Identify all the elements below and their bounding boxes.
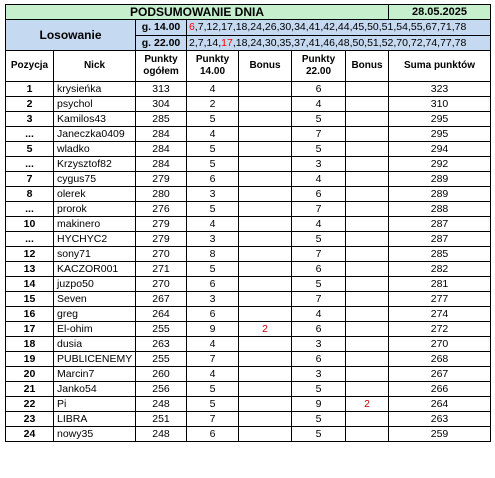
cell-total: 280 bbox=[136, 187, 187, 202]
cell-bonus2 bbox=[346, 352, 389, 367]
cell-bonus1 bbox=[239, 112, 292, 127]
draws-label: Losowanie bbox=[6, 20, 136, 51]
cell-bonus2 bbox=[346, 277, 389, 292]
table-row bbox=[6, 262, 491, 277]
cell-nick: Janeczka0409 bbox=[54, 127, 136, 142]
cell-p22: 7 bbox=[292, 127, 346, 142]
cell-bonus1 bbox=[239, 82, 292, 97]
cell-bonus2 bbox=[346, 187, 389, 202]
cell-sum: 295 bbox=[389, 112, 491, 127]
table-row bbox=[6, 232, 491, 247]
cell-p14: 3 bbox=[187, 292, 239, 307]
col-header-p14: Punkty 14.00 bbox=[187, 51, 239, 82]
cell-p14: 3 bbox=[187, 232, 239, 247]
cell-position: 1 bbox=[6, 82, 54, 97]
cell-nick: juzpo50 bbox=[54, 277, 136, 292]
cell-bonus2 bbox=[346, 292, 389, 307]
cell-total: 284 bbox=[136, 157, 187, 172]
col-header-position: Pozycja bbox=[6, 51, 54, 82]
cell-position: 24 bbox=[6, 427, 54, 442]
cell-bonus1 bbox=[239, 262, 292, 277]
cell-bonus2 bbox=[346, 157, 389, 172]
cell-p14: 5 bbox=[187, 397, 239, 412]
table-row bbox=[6, 172, 491, 187]
cell-position: ... bbox=[6, 157, 54, 172]
cell-nick: greg bbox=[54, 307, 136, 322]
table-row bbox=[6, 247, 491, 262]
draw-after-22: ,18,24,30,35,37,41,46,48,50,51,52,70,72,74,77,78 bbox=[232, 36, 467, 49]
cell-total: 263 bbox=[136, 337, 187, 352]
cell-total: 304 bbox=[136, 97, 187, 112]
cell-sum: 272 bbox=[389, 322, 491, 337]
cell-position: 22 bbox=[6, 397, 54, 412]
cell-bonus1 bbox=[239, 277, 292, 292]
cell-nick: LIBRA bbox=[54, 412, 136, 427]
cell-sum: 282 bbox=[389, 262, 491, 277]
cell-position: 17 bbox=[6, 322, 54, 337]
cell-total: 276 bbox=[136, 202, 187, 217]
cell-bonus1 bbox=[239, 217, 292, 232]
cell-p14: 4 bbox=[187, 337, 239, 352]
cell-total: 256 bbox=[136, 382, 187, 397]
cell-nick: wladko bbox=[54, 142, 136, 157]
cell-bonus2 bbox=[346, 412, 389, 427]
cell-total: 284 bbox=[136, 127, 187, 142]
draw-highlight-14: 6 bbox=[189, 21, 195, 34]
cell-position: 16 bbox=[6, 307, 54, 322]
draw-numbers-14 bbox=[187, 20, 491, 36]
draw-rest-14: ,7,12,17,18,24,26,30,34,41,42,44,45,50,51,54,55,67,71,78 bbox=[194, 21, 467, 34]
cell-position: ... bbox=[6, 202, 54, 217]
cell-p22: 4 bbox=[292, 307, 346, 322]
cell-bonus1 bbox=[239, 232, 292, 247]
cell-total: 260 bbox=[136, 367, 187, 382]
cell-p14: 5 bbox=[187, 142, 239, 157]
cell-p14: 9 bbox=[187, 322, 239, 337]
cell-p14: 6 bbox=[187, 307, 239, 322]
cell-p14: 6 bbox=[187, 427, 239, 442]
cell-p22: 6 bbox=[292, 262, 346, 277]
cell-p22: 5 bbox=[292, 142, 346, 157]
cell-total: 279 bbox=[136, 172, 187, 187]
table-row bbox=[6, 307, 491, 322]
cell-bonus1 bbox=[239, 202, 292, 217]
cell-p14: 7 bbox=[187, 412, 239, 427]
table-row bbox=[6, 397, 491, 412]
cell-p22: 4 bbox=[292, 217, 346, 232]
cell-bonus2 bbox=[346, 127, 389, 142]
table-row bbox=[6, 277, 491, 292]
cell-nick: sony71 bbox=[54, 247, 136, 262]
cell-position: 21 bbox=[6, 382, 54, 397]
draw-time-22: g. 22.00 bbox=[136, 35, 187, 51]
cell-bonus1 bbox=[239, 187, 292, 202]
cell-total: 270 bbox=[136, 277, 187, 292]
cell-bonus2 bbox=[346, 202, 389, 217]
table-row bbox=[6, 217, 491, 232]
col-header-nick: Nick bbox=[54, 51, 136, 82]
cell-total: 264 bbox=[136, 307, 187, 322]
cell-p14: 2 bbox=[187, 97, 239, 112]
cell-p14: 4 bbox=[187, 82, 239, 97]
cell-position: 13 bbox=[6, 262, 54, 277]
cell-bonus1 bbox=[239, 142, 292, 157]
cell-bonus2 bbox=[346, 232, 389, 247]
cell-nick: Krzysztof82 bbox=[54, 157, 136, 172]
cell-nick: Pi bbox=[54, 397, 136, 412]
cell-sum: 289 bbox=[389, 187, 491, 202]
cell-p14: 7 bbox=[187, 352, 239, 367]
cell-bonus2 bbox=[346, 142, 389, 157]
cell-p22: 5 bbox=[292, 112, 346, 127]
cell-sum: 295 bbox=[389, 127, 491, 142]
cell-sum: 263 bbox=[389, 412, 491, 427]
cell-position: 18 bbox=[6, 337, 54, 352]
cell-bonus1 bbox=[239, 292, 292, 307]
cell-sum: 292 bbox=[389, 157, 491, 172]
cell-p14: 4 bbox=[187, 217, 239, 232]
cell-nick: Seven bbox=[54, 292, 136, 307]
cell-sum: 323 bbox=[389, 82, 491, 97]
draw-numbers-22 bbox=[187, 35, 491, 51]
cell-p22: 6 bbox=[292, 82, 346, 97]
cell-nick: nowy35 bbox=[54, 427, 136, 442]
cell-position: 2 bbox=[6, 97, 54, 112]
cell-p14: 5 bbox=[187, 382, 239, 397]
cell-bonus2 bbox=[346, 247, 389, 262]
cell-p14: 6 bbox=[187, 277, 239, 292]
cell-nick: cygus75 bbox=[54, 172, 136, 187]
cell-p22: 7 bbox=[292, 202, 346, 217]
cell-p22: 7 bbox=[292, 292, 346, 307]
cell-nick: PUBLICENEMY bbox=[54, 352, 136, 367]
cell-p14: 5 bbox=[187, 112, 239, 127]
table-row bbox=[6, 352, 491, 367]
cell-total: 279 bbox=[136, 217, 187, 232]
cell-total: 284 bbox=[136, 142, 187, 157]
cell-sum: 274 bbox=[389, 307, 491, 322]
cell-bonus2 bbox=[346, 172, 389, 187]
title-row bbox=[6, 5, 491, 20]
table-row bbox=[6, 97, 491, 112]
cell-bonus1 bbox=[239, 307, 292, 322]
cell-bonus2 bbox=[346, 427, 389, 442]
cell-p22: 5 bbox=[292, 412, 346, 427]
cell-sum: 270 bbox=[389, 337, 491, 352]
cell-nick: psychol bbox=[54, 97, 136, 112]
cell-bonus2 bbox=[346, 337, 389, 352]
cell-sum: 287 bbox=[389, 217, 491, 232]
cell-sum: 267 bbox=[389, 367, 491, 382]
cell-position: 10 bbox=[6, 217, 54, 232]
cell-sum: 268 bbox=[389, 352, 491, 367]
cell-total: 255 bbox=[136, 352, 187, 367]
cell-position: 3 bbox=[6, 112, 54, 127]
cell-bonus1: 2 bbox=[239, 322, 292, 337]
cell-bonus1 bbox=[239, 427, 292, 442]
cell-nick: El-ohim bbox=[54, 322, 136, 337]
results-sheet bbox=[5, 4, 491, 442]
cell-bonus1 bbox=[239, 157, 292, 172]
column-header-row bbox=[6, 51, 491, 82]
cell-total: 248 bbox=[136, 397, 187, 412]
table-row bbox=[6, 367, 491, 382]
cell-sum: 288 bbox=[389, 202, 491, 217]
table-row bbox=[6, 142, 491, 157]
cell-sum: 277 bbox=[389, 292, 491, 307]
cell-bonus2 bbox=[346, 322, 389, 337]
cell-p22: 9 bbox=[292, 397, 346, 412]
col-header-sum: Suma punktów bbox=[389, 51, 491, 82]
cell-total: 270 bbox=[136, 247, 187, 262]
cell-total: 271 bbox=[136, 262, 187, 277]
cell-p22: 3 bbox=[292, 337, 346, 352]
cell-bonus2 bbox=[346, 97, 389, 112]
cell-bonus1 bbox=[239, 172, 292, 187]
col-header-bonus1: Bonus bbox=[239, 51, 292, 82]
cell-p14: 8 bbox=[187, 247, 239, 262]
cell-p14: 5 bbox=[187, 202, 239, 217]
col-header-bonus2: Bonus bbox=[346, 51, 389, 82]
cell-sum: 285 bbox=[389, 247, 491, 262]
cell-bonus2 bbox=[346, 217, 389, 232]
cell-nick: krysieńka bbox=[54, 82, 136, 97]
draw-row-14 bbox=[6, 20, 491, 36]
cell-bonus1 bbox=[239, 352, 292, 367]
table-row bbox=[6, 427, 491, 442]
cell-p22: 5 bbox=[292, 232, 346, 247]
cell-p22: 6 bbox=[292, 187, 346, 202]
cell-sum: 259 bbox=[389, 427, 491, 442]
cell-p22: 7 bbox=[292, 247, 346, 262]
cell-p14: 4 bbox=[187, 127, 239, 142]
cell-bonus2: 2 bbox=[346, 397, 389, 412]
cell-p22: 5 bbox=[292, 427, 346, 442]
cell-total: 267 bbox=[136, 292, 187, 307]
cell-sum: 294 bbox=[389, 142, 491, 157]
cell-bonus1 bbox=[239, 247, 292, 262]
cell-p14: 5 bbox=[187, 157, 239, 172]
cell-nick: olerek bbox=[54, 187, 136, 202]
table-row bbox=[6, 292, 491, 307]
cell-sum: 289 bbox=[389, 172, 491, 187]
cell-nick: HYCHYC2 bbox=[54, 232, 136, 247]
cell-bonus2 bbox=[346, 367, 389, 382]
cell-nick: Kamilos43 bbox=[54, 112, 136, 127]
cell-bonus1 bbox=[239, 97, 292, 112]
cell-bonus1 bbox=[239, 127, 292, 142]
cell-total: 248 bbox=[136, 427, 187, 442]
cell-p22: 4 bbox=[292, 97, 346, 112]
cell-total: 279 bbox=[136, 232, 187, 247]
cell-p14: 3 bbox=[187, 187, 239, 202]
cell-nick: dusia bbox=[54, 337, 136, 352]
cell-position: 8 bbox=[6, 187, 54, 202]
cell-sum: 287 bbox=[389, 232, 491, 247]
cell-total: 313 bbox=[136, 82, 187, 97]
cell-sum: 266 bbox=[389, 382, 491, 397]
cell-nick: KACZOR001 bbox=[54, 262, 136, 277]
cell-p22: 3 bbox=[292, 157, 346, 172]
cell-total: 251 bbox=[136, 412, 187, 427]
cell-p22: 3 bbox=[292, 367, 346, 382]
cell-total: 285 bbox=[136, 112, 187, 127]
cell-position: 12 bbox=[6, 247, 54, 262]
draw-time-14: g. 14.00 bbox=[136, 20, 187, 36]
cell-position: 15 bbox=[6, 292, 54, 307]
col-header-p22: Punkty 22.00 bbox=[292, 51, 346, 82]
draw-highlight-22: 17 bbox=[221, 36, 233, 49]
cell-nick: prorok bbox=[54, 202, 136, 217]
cell-bonus2 bbox=[346, 382, 389, 397]
cell-position: 20 bbox=[6, 367, 54, 382]
cell-position: 7 bbox=[6, 172, 54, 187]
cell-bonus1 bbox=[239, 382, 292, 397]
cell-bonus1 bbox=[239, 412, 292, 427]
cell-bonus1 bbox=[239, 337, 292, 352]
cell-position: ... bbox=[6, 127, 54, 142]
cell-position: 5 bbox=[6, 142, 54, 157]
table-row bbox=[6, 322, 491, 337]
cell-sum: 281 bbox=[389, 277, 491, 292]
cell-sum: 264 bbox=[389, 397, 491, 412]
table-row bbox=[6, 157, 491, 172]
page-title: PODSUMOWANIE DNIA bbox=[6, 5, 389, 20]
cell-bonus1 bbox=[239, 367, 292, 382]
cell-nick: Marcin7 bbox=[54, 367, 136, 382]
cell-position: 14 bbox=[6, 277, 54, 292]
cell-sum: 310 bbox=[389, 97, 491, 112]
cell-p14: 6 bbox=[187, 172, 239, 187]
cell-p14: 4 bbox=[187, 367, 239, 382]
cell-p22: 5 bbox=[292, 277, 346, 292]
cell-p22: 6 bbox=[292, 352, 346, 367]
draw-before-22: 2,7,14, bbox=[189, 36, 222, 49]
cell-p14: 5 bbox=[187, 262, 239, 277]
cell-p22: 6 bbox=[292, 322, 346, 337]
cell-bonus2 bbox=[346, 82, 389, 97]
table-row bbox=[6, 187, 491, 202]
cell-total: 255 bbox=[136, 322, 187, 337]
table-row bbox=[6, 82, 491, 97]
cell-bonus2 bbox=[346, 262, 389, 277]
cell-position: 23 bbox=[6, 412, 54, 427]
table-row bbox=[6, 127, 491, 142]
cell-p22: 4 bbox=[292, 172, 346, 187]
cell-nick: Janko54 bbox=[54, 382, 136, 397]
table-row bbox=[6, 112, 491, 127]
cell-bonus1 bbox=[239, 397, 292, 412]
date-cell: 28.05.2025 bbox=[389, 5, 491, 20]
cell-nick: makinero bbox=[54, 217, 136, 232]
cell-p22: 5 bbox=[292, 382, 346, 397]
cell-position: 19 bbox=[6, 352, 54, 367]
table-row bbox=[6, 337, 491, 352]
col-header-total: Punkty ogółem bbox=[136, 51, 187, 82]
cell-bonus2 bbox=[346, 307, 389, 322]
table-row bbox=[6, 412, 491, 427]
table-row bbox=[6, 382, 491, 397]
table-row bbox=[6, 202, 491, 217]
cell-position: ... bbox=[6, 232, 54, 247]
cell-bonus2 bbox=[346, 112, 389, 127]
